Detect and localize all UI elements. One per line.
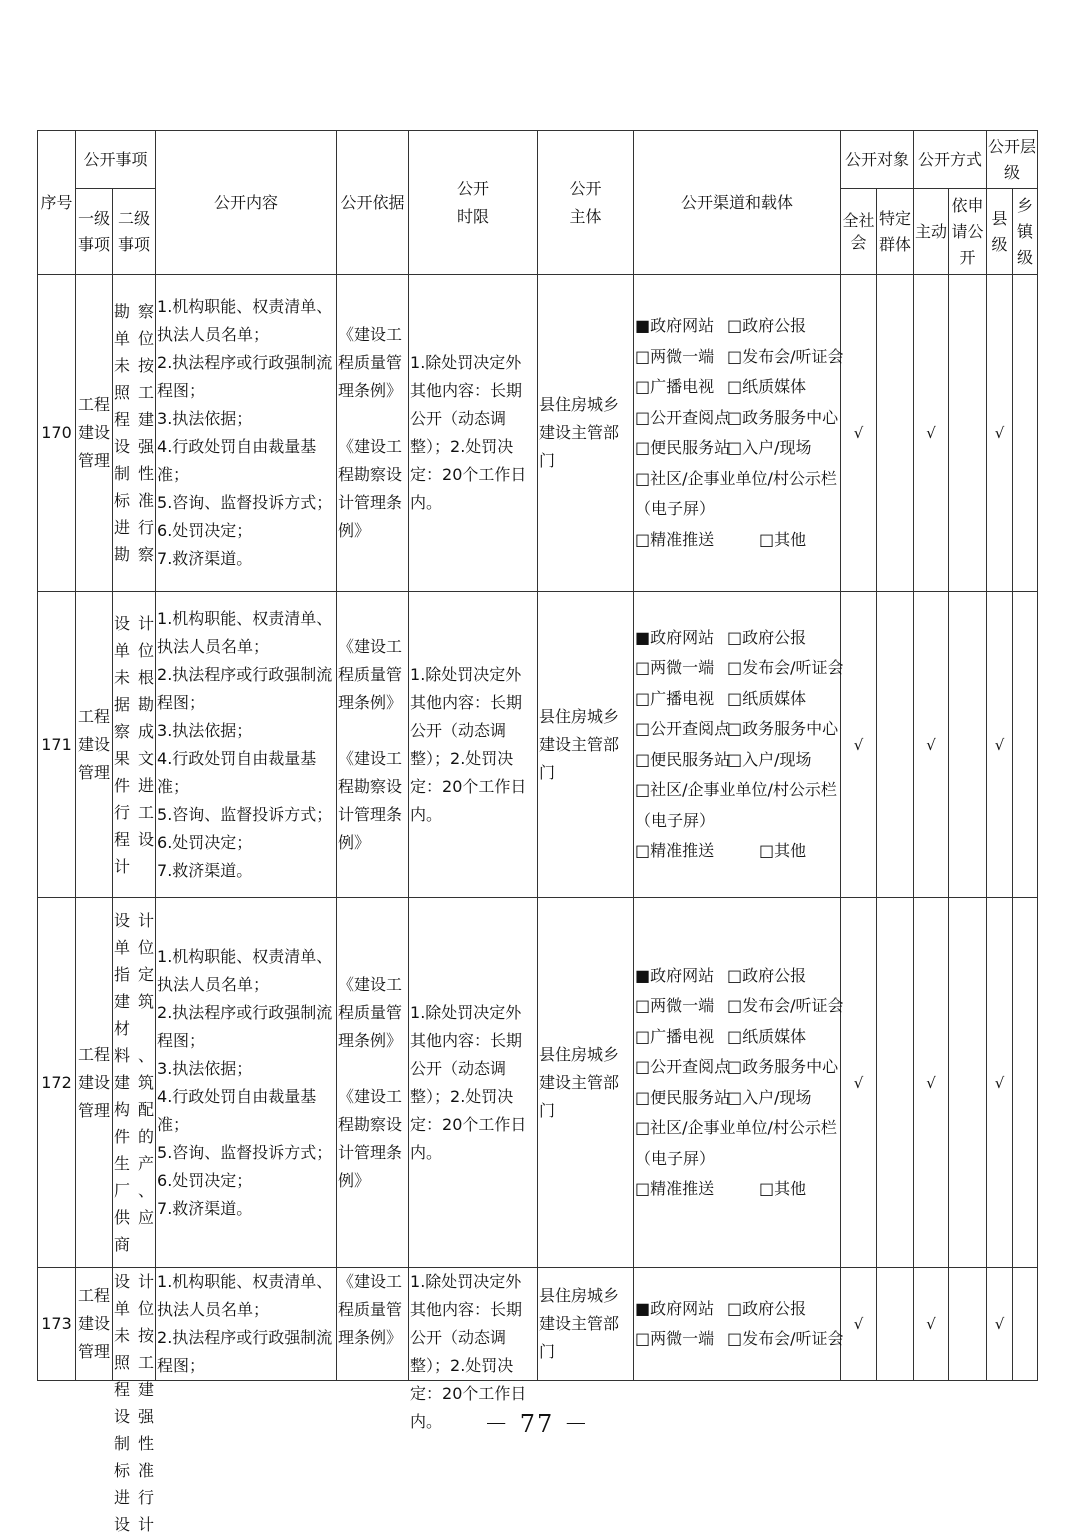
row-check-specific bbox=[877, 1268, 914, 1381]
row-basis: 《建设工程质量管理条例》 《建设工程勘察设计管理条例》 bbox=[337, 898, 409, 1268]
row-channel: ■政府网站 □政府公报 □两微一端 □发布会/听证会 □广播电视 □纸质媒体 □公开查阅点□政务服务中心 □便民服务站□入户/现场 □社区/企事业单位/村公示栏（电子屏） □精准推送 □其他 bbox=[634, 592, 841, 898]
row-subject: 县住房城乡建设主管部门 bbox=[538, 275, 634, 592]
row-seq: 171 bbox=[38, 592, 76, 898]
row-check-apply bbox=[949, 898, 987, 1268]
row-basis: 《建设工程质量管理条例》 《建设工程勘察设计管理条例》 bbox=[337, 592, 409, 898]
header-method-apply: 依申请公开 bbox=[949, 189, 987, 275]
header-target-specific: 特定群体 bbox=[877, 189, 914, 275]
header-subject: 公开 主体 bbox=[538, 131, 634, 275]
row-check-apply bbox=[949, 1268, 987, 1381]
row-check-county: √ bbox=[987, 592, 1013, 898]
header-level-group: 公开层级 bbox=[987, 131, 1038, 189]
row-time-limit: 1.除处罚决定外其他内容：长期公开（动态调整）；2.处罚决定：20个工作日内。 bbox=[409, 898, 538, 1268]
row-check-all: √ bbox=[841, 592, 877, 898]
row-check-specific bbox=[877, 275, 914, 592]
row-seq: 173 bbox=[38, 1268, 76, 1381]
row-check-active: √ bbox=[914, 275, 949, 592]
header-item-l1: 一级事项 bbox=[76, 189, 113, 275]
row-channel: ■政府网站 □政府公报 □两微一端 □发布会/听证会 □广播电视 □纸质媒体 □公开查阅点□政务服务中心 □便民服务站□入户/现场 □社区/企事业单位/村公示栏（电子屏） □精准推送 □其他 bbox=[634, 275, 841, 592]
row-check-county: √ bbox=[987, 275, 1013, 592]
row-level1: 工程建设管理 bbox=[76, 1268, 113, 1381]
row-check-county: √ bbox=[987, 1268, 1013, 1381]
row-seq: 172 bbox=[38, 898, 76, 1268]
table-row bbox=[38, 592, 1038, 898]
row-subject: 县住房城乡建设主管部门 bbox=[538, 592, 634, 898]
row-check-active: √ bbox=[914, 592, 949, 898]
row-check-town bbox=[1013, 1268, 1038, 1381]
row-level2: 设计单位未按照工程建设强制性标准进行设计 bbox=[113, 1268, 156, 1381]
row-check-all: √ bbox=[841, 275, 877, 592]
row-content: 1.机构职能、权责清单、执法人员名单； 2.执法程序或行政强制流程图； 3.执法依据； 4.行政处罚自由裁量基准； 5.咨询、监督投诉方式； 6.处罚决定； 7.救济渠道。 bbox=[156, 275, 337, 592]
header-level-county: 县级 bbox=[987, 189, 1013, 275]
header-seq: 序号 bbox=[38, 131, 76, 275]
row-content: 1.机构职能、权责清单、执法人员名单； 2.执法程序或行政强制流程图； 3.执法依据； 4.行政处罚自由裁量基准； 5.咨询、监督投诉方式； 6.处罚决定； 7.救济渠道。 bbox=[156, 898, 337, 1268]
header-content: 公开内容 bbox=[156, 131, 337, 275]
row-check-county: √ bbox=[987, 898, 1013, 1268]
header-level-town: 乡镇级 bbox=[1013, 189, 1038, 275]
row-level1: 工程建设管理 bbox=[76, 275, 113, 592]
row-check-town bbox=[1013, 592, 1038, 898]
table-row bbox=[38, 898, 1038, 1268]
header-method-active: 主动 bbox=[914, 189, 949, 275]
row-basis: 《建设工程质量管理条例》 《建设工程勘察设计管理条例》 bbox=[337, 275, 409, 592]
row-channel: ■政府网站 □政府公报 □两微一端 □发布会/听证会 □广播电视 □纸质媒体 □公开查阅点□政务服务中心 □便民服务站□入户/现场 □社区/企事业单位/村公示栏（电子屏） □精准推送 □其他 bbox=[634, 898, 841, 1268]
row-check-specific bbox=[877, 898, 914, 1268]
header-time-limit: 公开 时限 bbox=[409, 131, 538, 275]
row-content: 1.机构职能、权责清单、执法人员名单； 2.执法程序或行政强制流程图； 3.执法依据； 4.行政处罚自由裁量基准； 5.咨询、监督投诉方式； 6.处罚决定； 7.救济渠道。 bbox=[156, 592, 337, 898]
row-subject: 县住房城乡建设主管部门 bbox=[538, 898, 634, 1268]
row-content: 1.机构职能、权责清单、执法人员名单； 2.执法程序或行政强制流程图； bbox=[156, 1268, 337, 1381]
row-basis: 《建设工程质量管理条例》 bbox=[337, 1268, 409, 1381]
row-level2: 设计单位指定建筑材料、建筑构配件的生产厂、供应商 bbox=[113, 898, 156, 1268]
header-item-group: 公开事项 bbox=[76, 131, 156, 189]
header-basis: 公开依据 bbox=[337, 131, 409, 275]
header-channel: 公开渠道和载体 bbox=[634, 131, 841, 275]
row-level2: 勘察单位未按照工程建设强制性标准进行勘察 bbox=[113, 275, 156, 592]
table-row bbox=[38, 1268, 1038, 1381]
row-time-limit: 1.除处罚决定外其他内容：长期公开（动态调整）；2.处罚决定：20个工作日内。 bbox=[409, 1268, 538, 1381]
row-time-limit: 1.除处罚决定外其他内容：长期公开（动态调整）；2.处罚决定：20个工作日内。 bbox=[409, 275, 538, 592]
row-level2: 设计单位未根据勘察成果文件进行工程设计 bbox=[113, 592, 156, 898]
row-time-limit: 1.除处罚决定外其他内容：长期公开（动态调整）；2.处罚决定：20个工作日内。 bbox=[409, 592, 538, 898]
row-check-all: √ bbox=[841, 898, 877, 1268]
header-target-group: 公开对象 bbox=[841, 131, 914, 189]
header-item-l2: 二级事项 bbox=[113, 189, 156, 275]
header-target-all: 全社会 bbox=[841, 189, 877, 275]
row-check-specific bbox=[877, 592, 914, 898]
row-check-active: √ bbox=[914, 1268, 949, 1381]
row-check-apply bbox=[949, 592, 987, 898]
row-level1: 工程建设管理 bbox=[76, 898, 113, 1268]
page-number: － 77 － bbox=[484, 1410, 590, 1438]
row-subject: 县住房城乡建设主管部门 bbox=[538, 1268, 634, 1381]
row-channel: ■政府网站 □政府公报 □两微一端 □发布会/听证会 bbox=[634, 1268, 841, 1381]
row-level1: 工程建设管理 bbox=[76, 592, 113, 898]
row-check-apply bbox=[949, 275, 987, 592]
row-check-town bbox=[1013, 275, 1038, 592]
row-check-all: √ bbox=[841, 1268, 877, 1381]
row-check-town bbox=[1013, 898, 1038, 1268]
header-method-group: 公开方式 bbox=[914, 131, 987, 189]
row-seq: 170 bbox=[38, 275, 76, 592]
table-row bbox=[38, 275, 1038, 592]
row-check-active: √ bbox=[914, 898, 949, 1268]
